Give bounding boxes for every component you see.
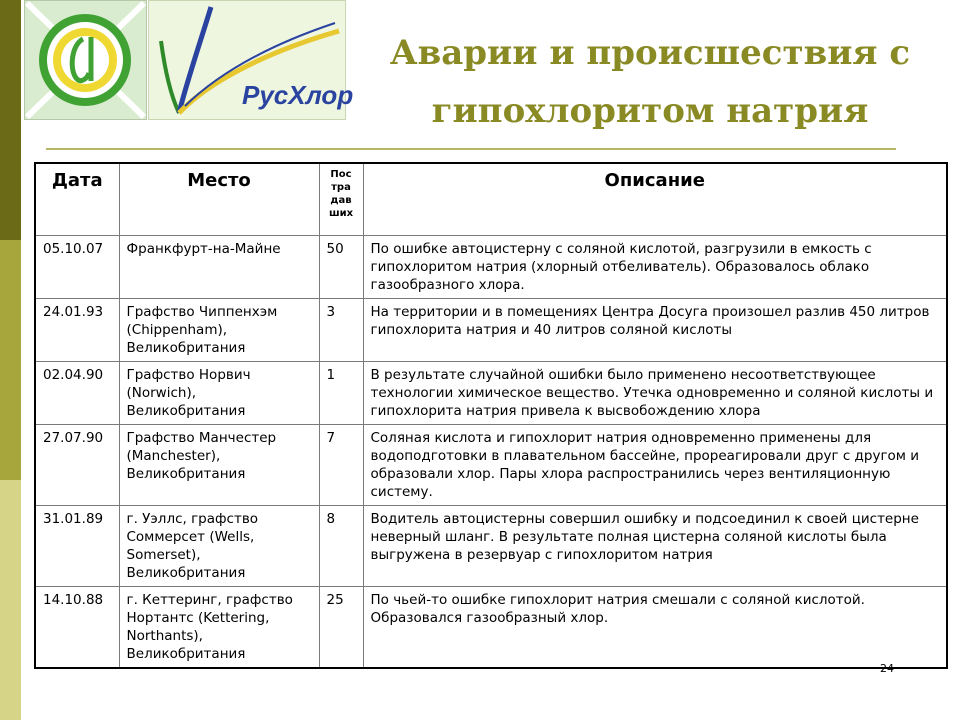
cell-date: 27.07.90 bbox=[35, 424, 119, 505]
emblem-logo bbox=[24, 0, 147, 120]
table-row bbox=[35, 235, 947, 298]
cell-place: Франкфурт-на-Майне bbox=[119, 235, 319, 298]
cell-place: г. Уэллс, графство Соммерсет (Wells, Somerset), Великобритания bbox=[119, 505, 319, 586]
decor-bar-dark bbox=[0, 0, 21, 240]
cell-place: Графство Манчестер (Manchester), Великобритания bbox=[119, 424, 319, 505]
table-row bbox=[35, 361, 947, 424]
emblem-icon bbox=[25, 1, 146, 119]
cell-date: 02.04.90 bbox=[35, 361, 119, 424]
title-line-1: Аварии и происшествия с bbox=[389, 33, 911, 73]
cell-victims: 25 bbox=[319, 586, 363, 668]
header-date: Дата bbox=[35, 163, 119, 235]
table-row bbox=[35, 424, 947, 505]
cell-date: 05.10.07 bbox=[35, 235, 119, 298]
cell-victims: 50 bbox=[319, 235, 363, 298]
header-victims: Пос тра дав ших bbox=[319, 163, 363, 235]
header-description: Описание bbox=[363, 163, 947, 235]
cell-place: г. Кеттеринг, графство Нортантс (Kettering, Northants), Великобритания bbox=[119, 586, 319, 668]
cell-victims: 8 bbox=[319, 505, 363, 586]
cell-description: Соляная кислота и гипохлорит натрия одновременно применены для водоподготовки в плавательном бассейне, прореагировали друг с другом и образовали хлор. Пары хлора распространились через вентиляционную систему. bbox=[363, 424, 947, 505]
brand-text: РусХлор bbox=[242, 80, 354, 110]
cell-date: 24.01.93 bbox=[35, 298, 119, 361]
incidents-table bbox=[34, 162, 948, 669]
table-header-row bbox=[35, 163, 947, 235]
cell-description: По ошибке автоцистерну с соляной кислотой, разгрузили в емкость с гипохлоритом натрия (хлорный отбеливатель). Образовалось облако газообразного хлора. bbox=[363, 235, 947, 298]
table-row bbox=[35, 586, 947, 668]
cell-date: 31.01.89 bbox=[35, 505, 119, 586]
cell-description: Водитель автоцистерны совершил ошибку и подсоединил к своей цистерне неверный шланг. В результате полная цистерна соляной кислоты была выгружена в резервуар с гипохлоритом натрия bbox=[363, 505, 947, 586]
cell-description: По чьей-то ошибке гипохлорит натрия смешали с соляной кислотой. Образовался газообразный хлор. bbox=[363, 586, 947, 668]
table-row bbox=[35, 505, 947, 586]
cell-place: Графство Чиппенхэм (Chippenham), Великобритания bbox=[119, 298, 319, 361]
table-row bbox=[35, 298, 947, 361]
decor-bar-light bbox=[0, 480, 21, 720]
slide-title bbox=[350, 24, 950, 140]
cell-description: На территории и в помещениях Центра Досуга произошел разлив 450 литров гипохлорита натрия и 40 литров соляной кислоты bbox=[363, 298, 947, 361]
cell-description: В результате случайной ошибки было применено несоответствующее технологии химическое вещество. Утечка одновременно и соляной кислоты и гипохлорита натрия привела к высвобождению хлора bbox=[363, 361, 947, 424]
decor-bar-mid bbox=[0, 240, 21, 480]
cell-victims: 7 bbox=[319, 424, 363, 505]
cell-victims: 3 bbox=[319, 298, 363, 361]
cell-date: 14.10.88 bbox=[35, 586, 119, 668]
cell-place: Графство Норвич (Norwich), Великобритания bbox=[119, 361, 319, 424]
page-number: 24 bbox=[880, 662, 894, 675]
title-divider bbox=[46, 148, 896, 150]
header-place: Место bbox=[119, 163, 319, 235]
title-line-2: гипохлоритом натрия bbox=[431, 91, 869, 131]
cell-victims: 1 bbox=[319, 361, 363, 424]
